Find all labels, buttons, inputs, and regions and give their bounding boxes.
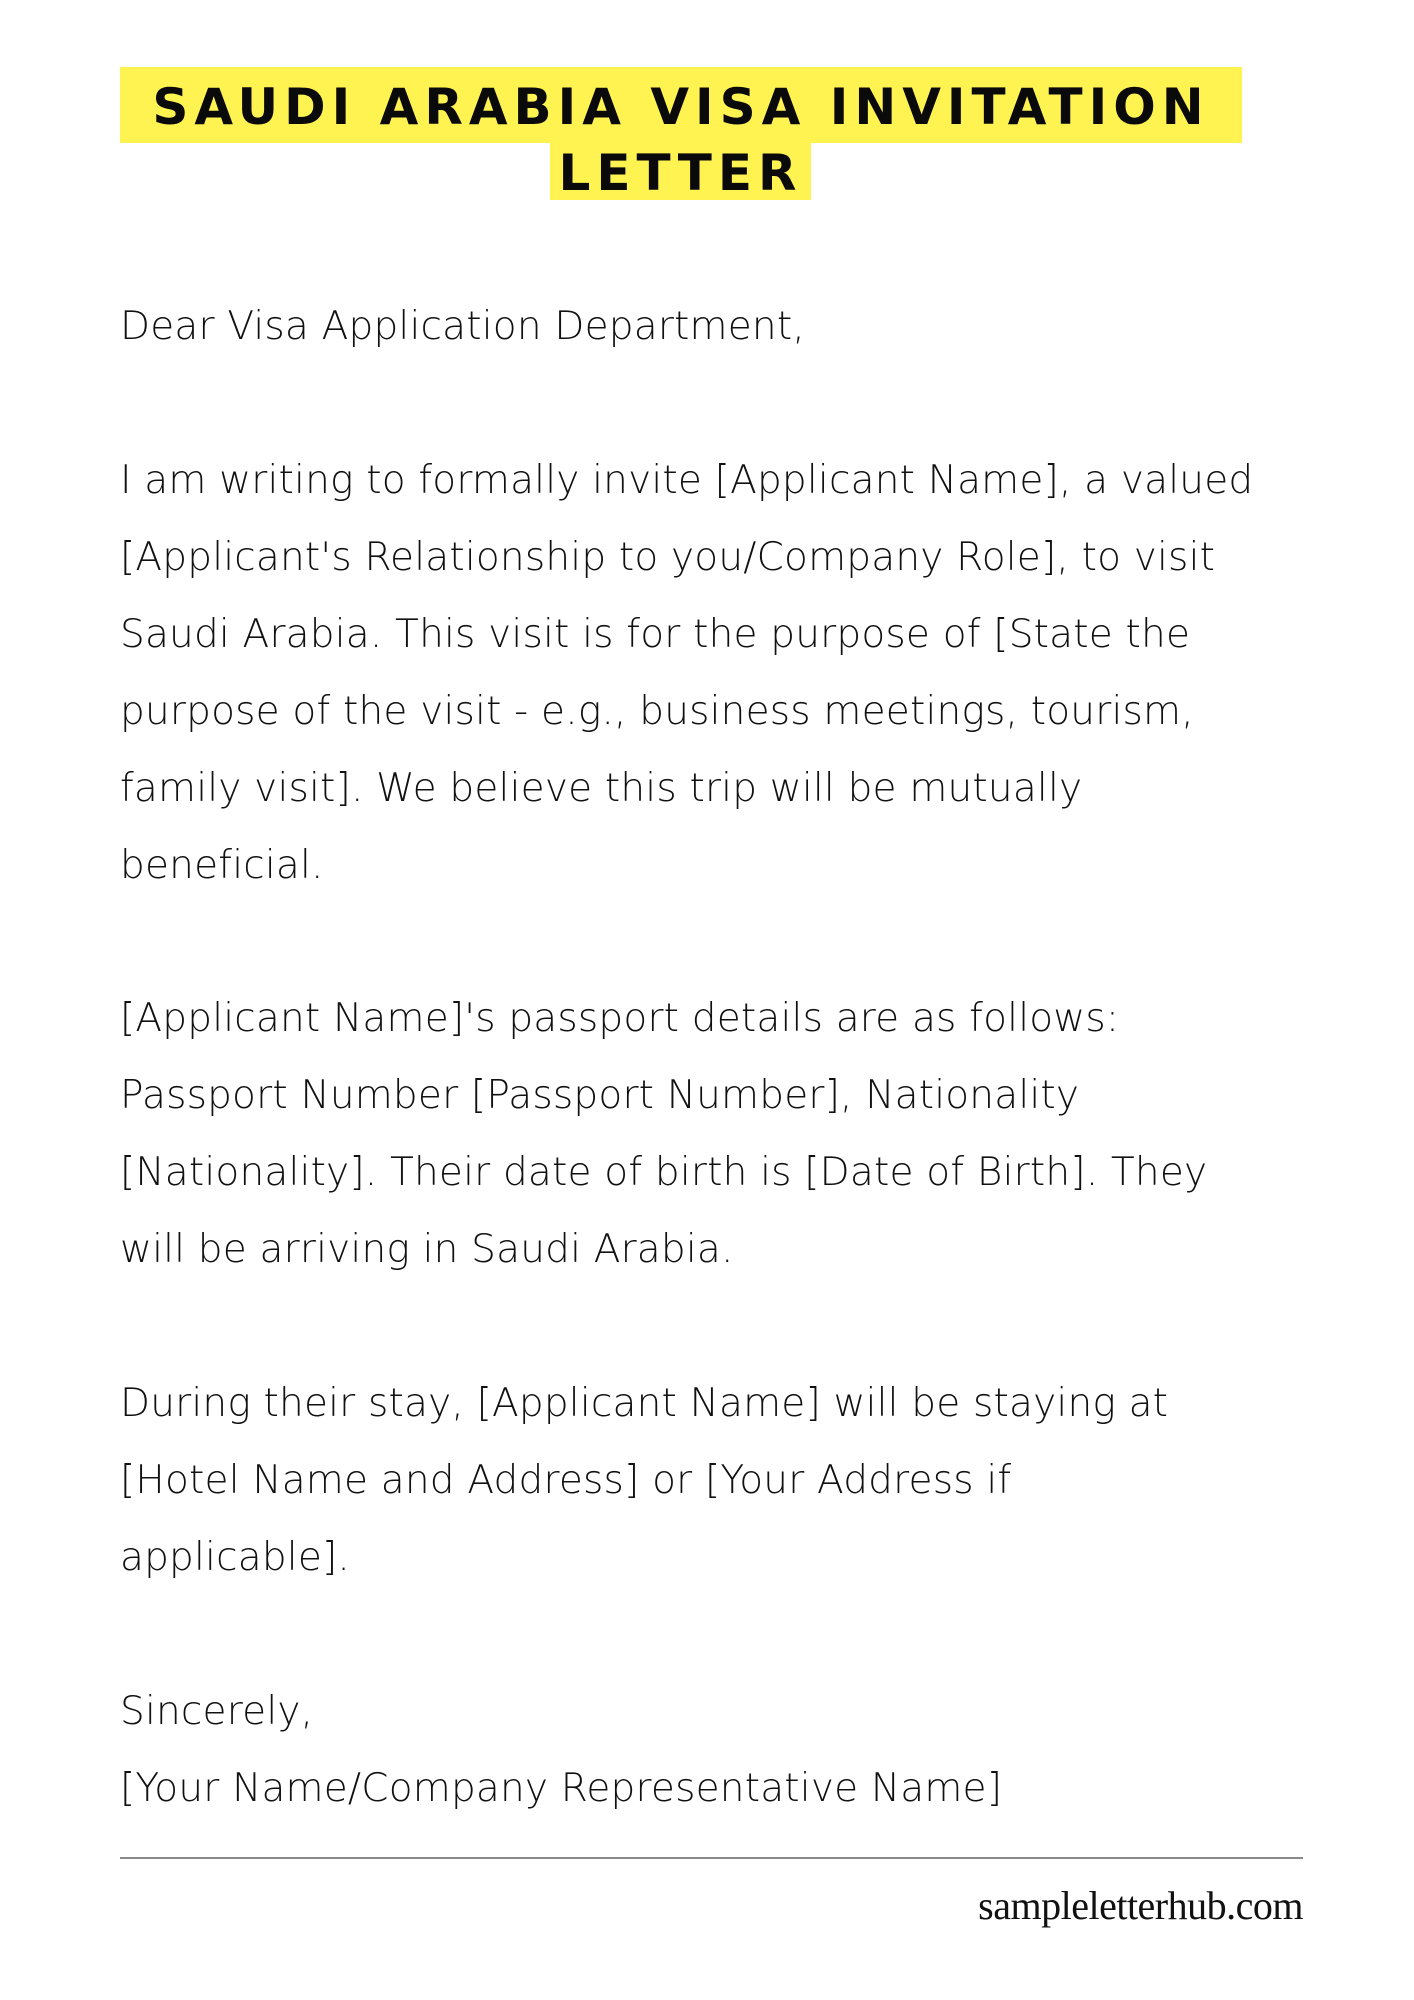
- paragraph-invitation: [120, 442, 1360, 904]
- title-line-2: LETTER: [550, 143, 811, 200]
- paragraph-line: beneficial.: [120, 843, 324, 888]
- paragraph-line: [Hotel Name and Address] or [Your Address if: [120, 1458, 1012, 1503]
- salutation: [120, 288, 1360, 365]
- paragraph-line: applicable].: [120, 1535, 351, 1580]
- paragraph-line: I am writing to formally invite [Applicant Name], a valued: [120, 458, 1254, 503]
- paragraph-accommodation: [120, 1365, 1360, 1596]
- paragraph-line: [Nationality]. Their date of birth is [Date of Birth]. They: [120, 1150, 1208, 1195]
- paragraph-line: purpose of the visit - e.g., business meetings, tourism,: [120, 689, 1194, 734]
- title-line-1: SAUDI ARABIA VISA INVITATION: [120, 67, 1242, 143]
- paragraph-line: During their stay, [Applicant Name] will be staying at: [120, 1381, 1169, 1426]
- sign-off: Sincerely,: [120, 1689, 314, 1734]
- salutation-text: Dear Visa Application Department,: [120, 304, 805, 349]
- footer-site-link[interactable]: sampleletterhub.com: [978, 1883, 1303, 1928]
- closing: [120, 1673, 1360, 1827]
- paragraph-line: [Applicant Name]'s passport details are as follows:: [120, 996, 1120, 1041]
- paragraph-line: [Applicant's Relationship to you/Company Role], to visit: [120, 535, 1216, 580]
- paragraph-passport: [120, 980, 1360, 1288]
- paragraph-line: Saudi Arabia. This visit is for the purpose of [State the: [120, 612, 1191, 657]
- footer-divider: [120, 1857, 1303, 1859]
- paragraph-line: family visit]. We believe this trip will be mutually: [120, 766, 1083, 811]
- paragraph-line: will be arriving in Saudi Arabia.: [120, 1227, 734, 1272]
- paragraph-line: Passport Number [Passport Number], Nationality: [120, 1073, 1080, 1118]
- signer-name: [Your Name/Company Representative Name]: [120, 1766, 1003, 1811]
